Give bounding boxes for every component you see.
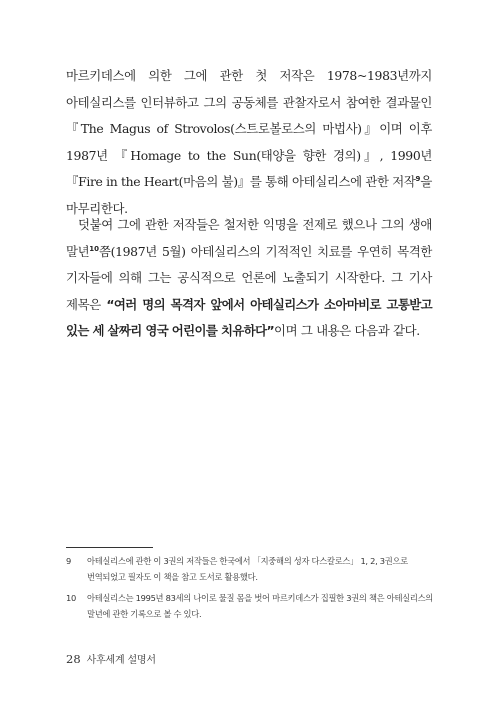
footnote-text: 아테실리스에 관한 이 3권의 저작들은 한국에서 「지중해의 성자 다스칼로스」 1, 2, 3권으로 번역되었고 필자도 이 책을 참고 도서로 활용했다.: [87, 556, 408, 582]
page-footer: [66, 651, 156, 669]
paragraph-2-text-mid: 쯤(1987년 5월) 아테실리스의 기적적인 치료를 우연히 목격한 기자들에 의해 그는 공식적으로 언론에 노출되기 시작한다. 그 기사 제목은: [66, 243, 432, 312]
footnote-number: 9: [66, 556, 71, 566]
footnote-number: 10: [66, 593, 76, 603]
footnote-ref-10[interactable]: 10: [89, 244, 99, 253]
footnote-divider: [66, 547, 153, 548]
page-number: 28: [66, 652, 81, 666]
paragraph-2: [66, 212, 432, 345]
paragraph-1-text: 마르키데스에 의한 그에 관한 첫 저작은 1978~1983년까지 아테실리스를 인터뷰하고 그의 공동체를 관찰자로서 참여한 결과물인 『The Magus of Strovolos(스트로볼로스의 마법사)』이며 이후 1987년 『Homage to the Sun(태양을 향한 경의)』, 1990년 『Fire in the Heart(마음의 불)』를 통해 아테실리스에 관한 저작: [66, 68, 432, 189]
footnote-10: [66, 591, 436, 622]
paragraph-2-text: 덧붙여 그에 관한 저작들은 철저한 익명을 전제로 했으나 그의 생애 말년: [66, 217, 432, 259]
footnotes: [66, 554, 436, 628]
footnote-ref-9[interactable]: 9: [415, 174, 421, 183]
paragraph-1: [66, 63, 432, 222]
running-title: 사후세계 설명서: [86, 655, 156, 666]
footnote-9: [66, 554, 436, 585]
article-headline-quote: “여러 명의 목격자 앞에서 아테실리스가 소아마비로 고통받고 있는 세 살짜리 영국 어린이를 치유하다”: [66, 296, 432, 338]
paragraph-1-text-end: 을 마무리한다.: [66, 174, 432, 216]
paragraph-2-text-end: 이며 그 내용은 다음과 같다.: [274, 323, 420, 338]
footnote-text: 아테실리스는 1995년 83세의 나이로 물질 몸을 벗어 마르키데스가 집필한 3권의 책은 아테실리스의 말년에 관한 기록으로 볼 수 있다.: [87, 593, 434, 619]
